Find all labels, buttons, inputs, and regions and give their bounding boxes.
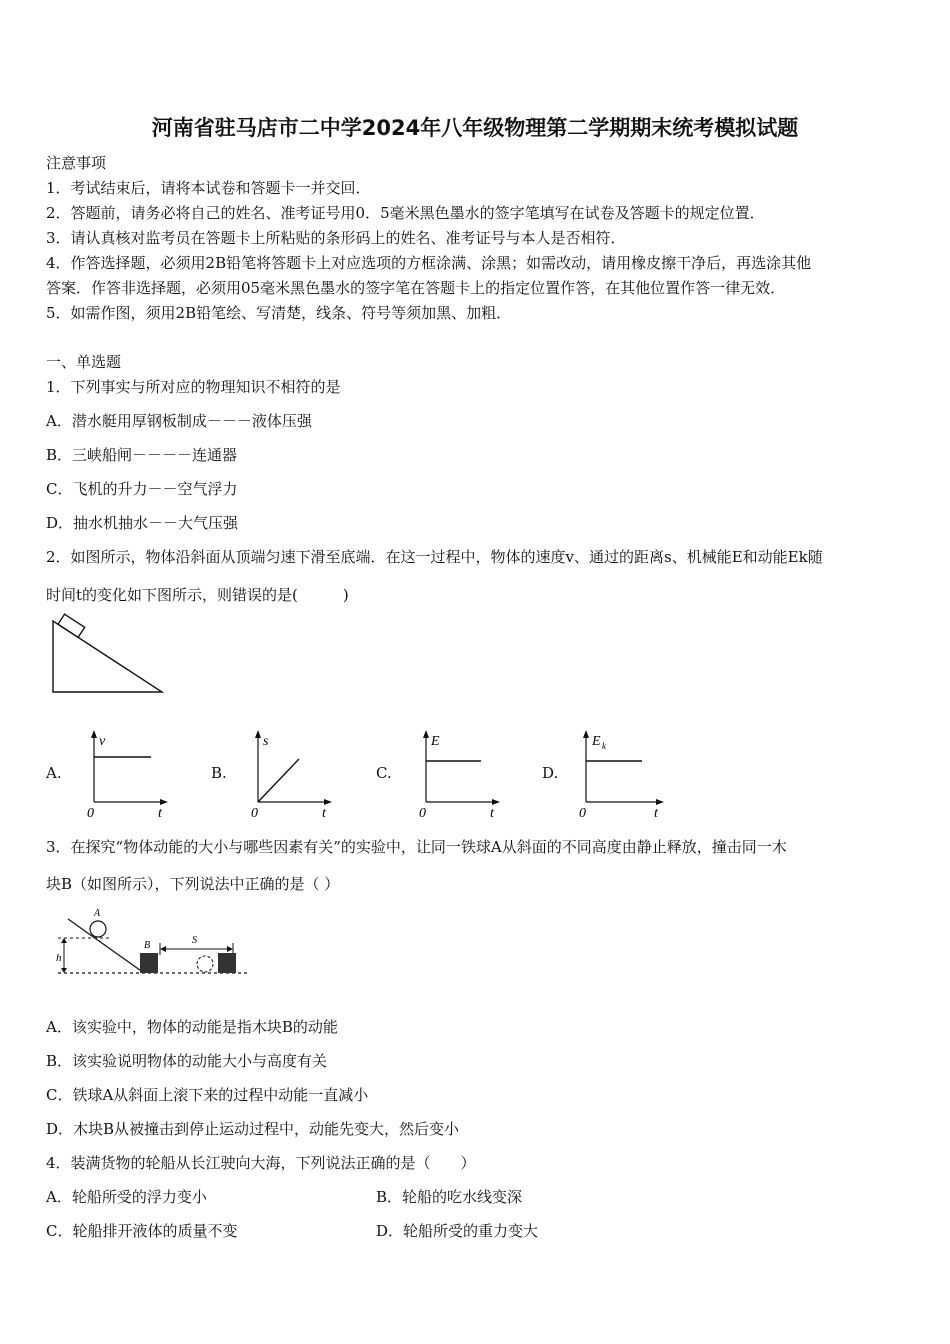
graph-d-label: D. [542,764,559,782]
block-label: B [144,940,151,951]
notice-item: 答案．作答非选择题，必须用05毫米黑色墨水的签字笔在答题卡上的指定位置作答，在其他位置作答一律无效． [46,279,786,297]
incline-figure [50,618,170,698]
q2-stem-line1: 2．如图所示，物体沿斜面从顶端匀速下滑至底端．在这一过程中，物体的速度v、通过的距离s、机械能E和动能Ek随 [46,548,823,566]
graph-d-x-label: t [654,806,658,821]
graph-a-x-label: t [158,806,162,821]
graph-a-origin: 0 [87,806,94,821]
q1-option-d: D．抽水机抽水－－大气压强 [46,514,239,532]
q4-option-a: A．轮船所受的浮力变小 [46,1188,207,1206]
q1-option-a: A．潜水艇用厚钢板制成－－－液体压强 [46,412,312,430]
q4-option-b: B．轮船的吃水线变深 [376,1188,523,1206]
graph-c [414,727,504,822]
q2-stem-line2: 时间t的变化如下图所示，则错误的是( ) [46,586,349,604]
graph-a-label: A. [46,764,62,782]
notice-item: 5．如需作图，须用2B铅笔绘、写清楚，线条、符号等须加黑、加粗． [46,304,512,322]
distance-label: S [192,935,197,946]
q1-option-b: B．三峡船闸－－－－连通器 [46,446,238,464]
graph-d-y-subscript: k [602,741,606,751]
graph-c-x-label: t [490,806,494,821]
graph-a [82,727,172,822]
notice-item: 1．考试结束后，请将本试卷和答题卡一并交回． [46,179,371,197]
q3-option-a: A．该实验中，物体的动能是指木块B的动能 [46,1018,338,1036]
graph-b [246,727,336,822]
q3-stem-line2: 块B（如图所示），下列说法中正确的是（ ） [46,875,340,893]
page-title: 河南省驻马店市二中学2024年八年级物理第二学期期末统考模拟试题 [151,116,799,140]
notice-item: 3．请认真核对监考员在答题卡上所粘贴的条形码上的姓名、准考证号与本人是否相符． [46,229,626,247]
height-label: h [56,952,62,964]
experiment-figure [52,905,252,980]
q4-option-c: C．轮船排开液体的质量不变 [46,1222,238,1240]
graph-c-origin: 0 [419,806,426,821]
graph-d-origin: 0 [579,806,586,821]
q4-option-d: D．轮船所受的重力变大 [376,1222,539,1240]
graph-d-y-label: E [592,734,601,749]
graph-c-label: C. [376,764,392,782]
graph-c-y-label: E [431,734,440,749]
graph-b-label: B. [211,764,227,782]
section-heading: 一、单选题 [46,353,122,371]
notice-item: 4．作答选择题，必须用2B铅笔将答题卡上对应选项的方框涂满、涂黑；如需改动，请用橡皮擦干净后，再选涂其他 [46,254,812,272]
ball-label: A [94,908,101,919]
notice-item: 2．答题前，请务必将自己的姓名、准考证号用0．5毫米黑色墨水的签字笔填写在试卷及答题卡的规定位置． [46,204,765,222]
q3-stem-line1: 3．在探究“物体动能的大小与哪些因素有关”的实验中，让同一铁球A从斜面的不同高度由静止释放，撞击同一木 [46,838,787,856]
graph-d [574,727,669,822]
graph-b-origin: 0 [251,806,258,821]
q3-option-c: C．铁球A从斜面上滚下来的过程中动能一直减小 [46,1086,369,1104]
q3-option-b: B．该实验说明物体的动能大小与高度有关 [46,1052,328,1070]
q3-option-d: D．木块B从被撞击到停止运动过程中，动能先变大，然后变小 [46,1120,460,1138]
q1-option-c: C．飞机的升力－－空气浮力 [46,480,238,498]
q4-stem: 4．装满货物的轮船从长江驶向大海，下列说法正确的是（ ） [46,1154,476,1172]
graph-b-x-label: t [322,806,326,821]
q1-stem: 1．下列事实与所对应的物理知识不相符的是 [46,378,341,396]
graph-a-y-label: v [99,734,106,749]
graph-b-y-label: s [263,734,269,749]
notice-heading: 注意事项 [46,154,107,172]
